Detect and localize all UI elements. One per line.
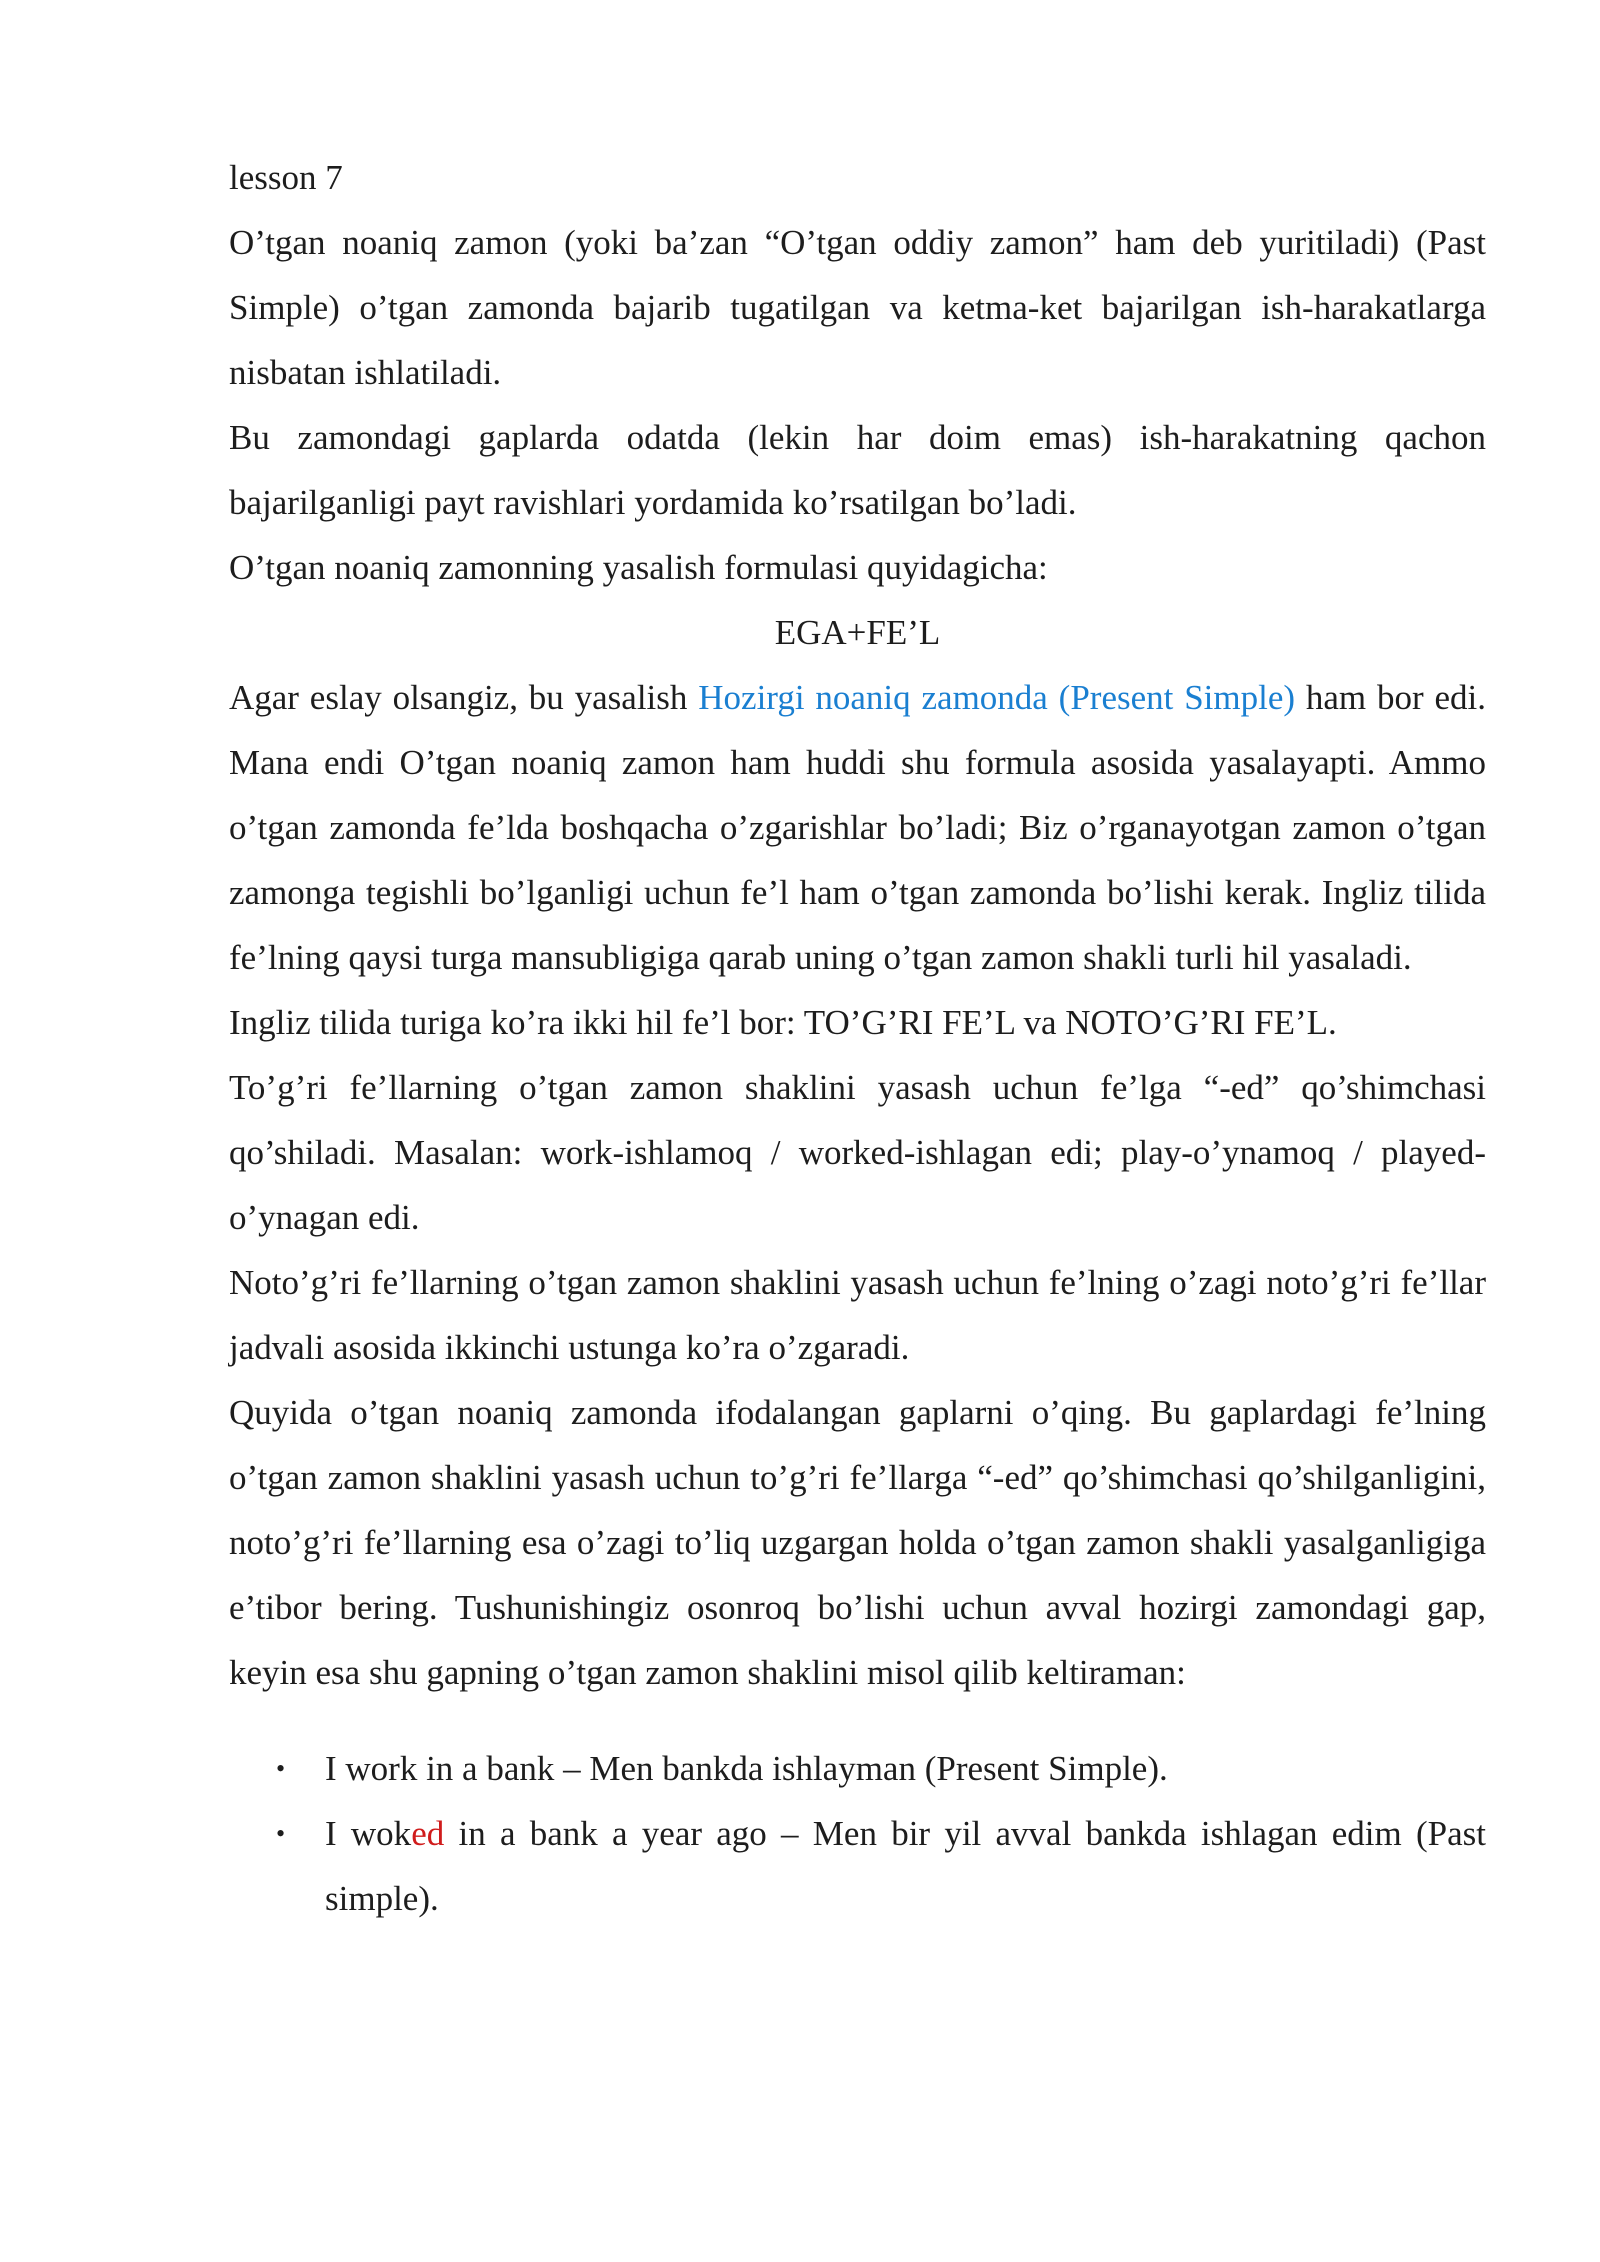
paragraph-definition: O’tgan noaniq zamon (yoki ba’zan “O’tgan oddiy zamon” ham deb yuritiladi) (Past Simple) o’tgan zamonda bajarib tugatilgan va ketma-ket bajarilgan ish-harakatlarga nisbatan ishlatiladi.	[229, 223, 1486, 392]
paragraph-formula-intro: O’tgan noaniq zamonning yasalish formulasi quyidagicha:	[229, 548, 1048, 587]
example-past-text-end: in a bank a year ago – Men bir yil avval bankda ishlagan edim (Past simple).	[325, 1814, 1486, 1918]
document-page	[229, 145, 1486, 1931]
example-past-text-start: I wok	[325, 1814, 412, 1853]
ed-suffix-highlight: ed	[411, 1814, 445, 1853]
paragraph-text-after-link: ham bor edi. Mana endi O’tgan noaniq zamon ham huddi shu formula asosida yasalayapti. Ammo o’tgan zamonda fe’lda boshqacha o’zgarishlar bo’ladi; Biz o’rganayotgan zamon o’tgan zamonga tegishli bo’lganligi uchun fe’l ham o’tgan zamonda bo’lishi kerak. Ingliz tilida fe’lning qaysi turga mansubligiga qarab uning o’tgan zamon shakli turli hil yasaladi.	[229, 678, 1487, 977]
bullet-icon: •	[276, 1819, 286, 1848]
paragraph-irregular-verbs: Noto’g’ri fe’llarning o’tgan zamon shaklini yasash uchun fe’lning o’zagi noto’g’ri fe’llar jadvali asosida ikkinchi ustunga ko’ra o’zgaradi.	[229, 1263, 1486, 1367]
formula: EGA+FE’L	[774, 613, 941, 652]
bullet-icon: •	[276, 1754, 286, 1783]
paragraph-examples-intro: Quyida o’tgan noaniq zamonda ifodalangan gaplarni o’qing. Bu gaplardagi fe’lning o’tgan zamon shaklini yasash uchun to’g’ri fe’llarga “-ed” qo’shimchasi qo’shilganligini, noto’g’ri fe’llarning esa o’zagi to’liq uzgargan holda o’tgan zamon shakli yasalganligiga e’tibor bering. Tushunishingiz osonroq bo’lishi uchun avval hozirgi zamondagi gap, keyin esa shu gapning o’tgan zamon shaklini misol qilib keltiraman:	[229, 1393, 1486, 1692]
paragraph-regular-verbs: To’g’ri fe’llarning o’tgan zamon shaklini yasash uchun fe’lga “-ed” qo’shimchasi qo’shiladi. Masalan: work-ishlamoq / worked-ishlagan edi; play-o’ynamoq / played-o’ynagan edi.	[229, 1068, 1486, 1237]
paragraph-formula-explanation	[229, 665, 1486, 990]
example-present-text: I work in a bank – Men bankda ishlayman (Present Simple).	[325, 1749, 1168, 1788]
lesson-title: lesson 7	[229, 158, 343, 197]
paragraph-text-before-link: Agar eslay olsangiz, bu yasalish	[229, 678, 699, 717]
paragraph-verb-types: Ingliz tilida turiga ko’ra ikki hil fe’l bor: TO’G’RI FE’L va NOTO’G’RI FE’L.	[229, 1003, 1337, 1042]
present-simple-link[interactable]: Hozirgi noaniq zamonda (Present Simple)	[698, 678, 1296, 717]
paragraph-time-adverbs: Bu zamondagi gaplarda odatda (lekin har doim emas) ish-harakatning qachon bajarilganligi payt ravishlari yordamida ko’rsatilgan bo’ladi.	[229, 418, 1486, 522]
example-list	[229, 1736, 1486, 1931]
list-item	[229, 1801, 1486, 1931]
list-item	[229, 1736, 1486, 1801]
